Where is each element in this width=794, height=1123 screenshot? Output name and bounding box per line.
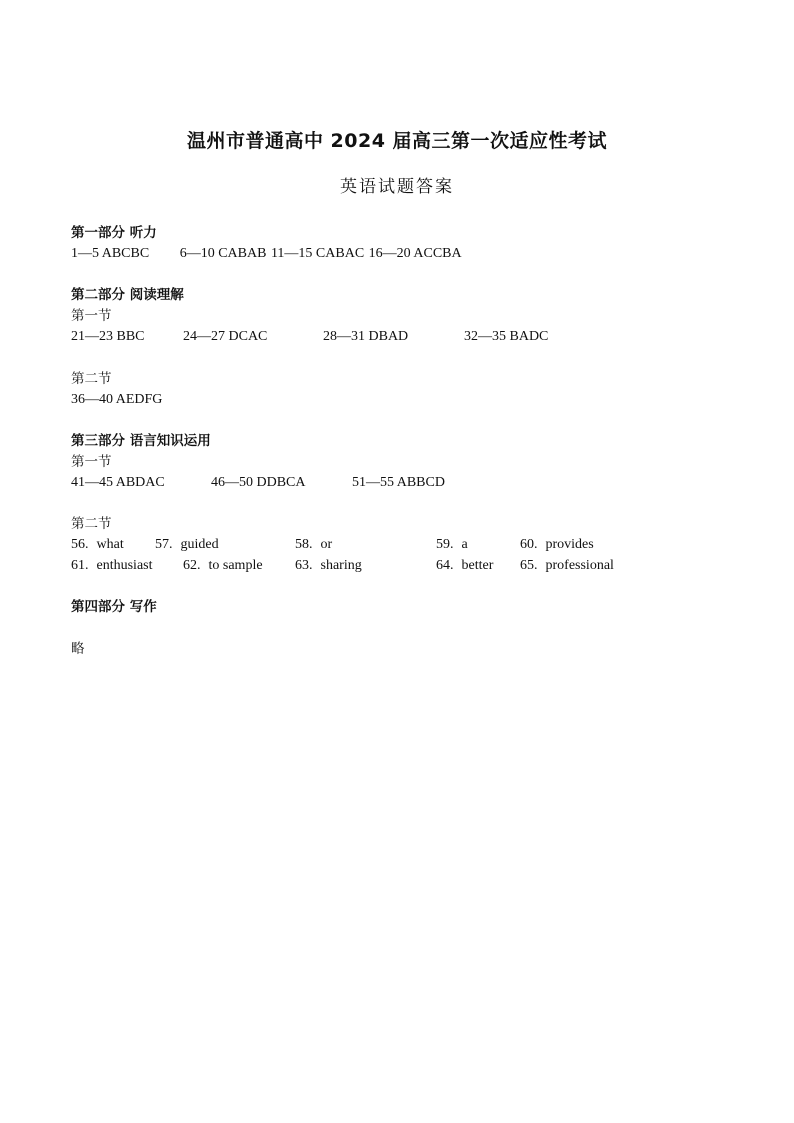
answer-group: 11—15 CABAC: [270, 246, 365, 261]
fill-in-answer: 59. a: [436, 537, 468, 552]
fill-in-answer: 61. enthusiast: [71, 558, 153, 573]
answer-group: 6—10 CABAB: [179, 246, 267, 261]
fill-in-answer: 56. what: [71, 537, 124, 552]
part2-heading: 第二部分 阅读理解: [71, 287, 184, 303]
fill-in-answer: 58. or: [295, 537, 333, 552]
answer-group: 28—31 DBAD: [323, 329, 409, 344]
part1-heading: 第一部分 听力: [71, 225, 157, 241]
answer-group: 21—23 BBC: [71, 329, 145, 344]
part1-answers: [71, 245, 462, 263]
answer-group: 16—20 ACCBA: [368, 246, 462, 261]
answer-group: 46—50 DDBCA: [211, 475, 306, 490]
answer-group: 41—45 ABDAC: [71, 475, 165, 490]
part2-section1-label: 第一节: [71, 308, 112, 324]
fill-in-answer: 64. better: [436, 558, 494, 573]
answer-group: 1—5 ABCBC: [71, 246, 150, 261]
fill-in-answer: 57. guided: [155, 537, 219, 552]
answer-group: 51—55 ABBCD: [352, 475, 445, 490]
part2-section2-label: 第二节: [71, 371, 112, 387]
fill-in-answer: 65. professional: [520, 558, 614, 573]
part3-heading: 第三部分 语言知识运用: [71, 433, 211, 449]
answer-group: 32—35 BADC: [464, 329, 549, 344]
answer-group: 36—40 AEDFG: [71, 392, 163, 407]
part4-content: 略: [71, 641, 85, 657]
part3-section1-label: 第一节: [71, 454, 112, 470]
page-title: 温州市普通高中 2024 届高三第一次适应性考试: [186, 130, 608, 152]
answer-group: 24—27 DCAC: [183, 329, 268, 344]
fill-in-answer: 63. sharing: [295, 558, 362, 573]
part3-section2-label: 第二节: [71, 516, 112, 532]
page-subtitle: 英语试题答案: [340, 177, 454, 197]
part4-heading: 第四部分 写作: [71, 599, 157, 615]
fill-in-answer: 60. provides: [520, 537, 594, 552]
fill-in-answer: 62. to sample: [183, 558, 263, 573]
